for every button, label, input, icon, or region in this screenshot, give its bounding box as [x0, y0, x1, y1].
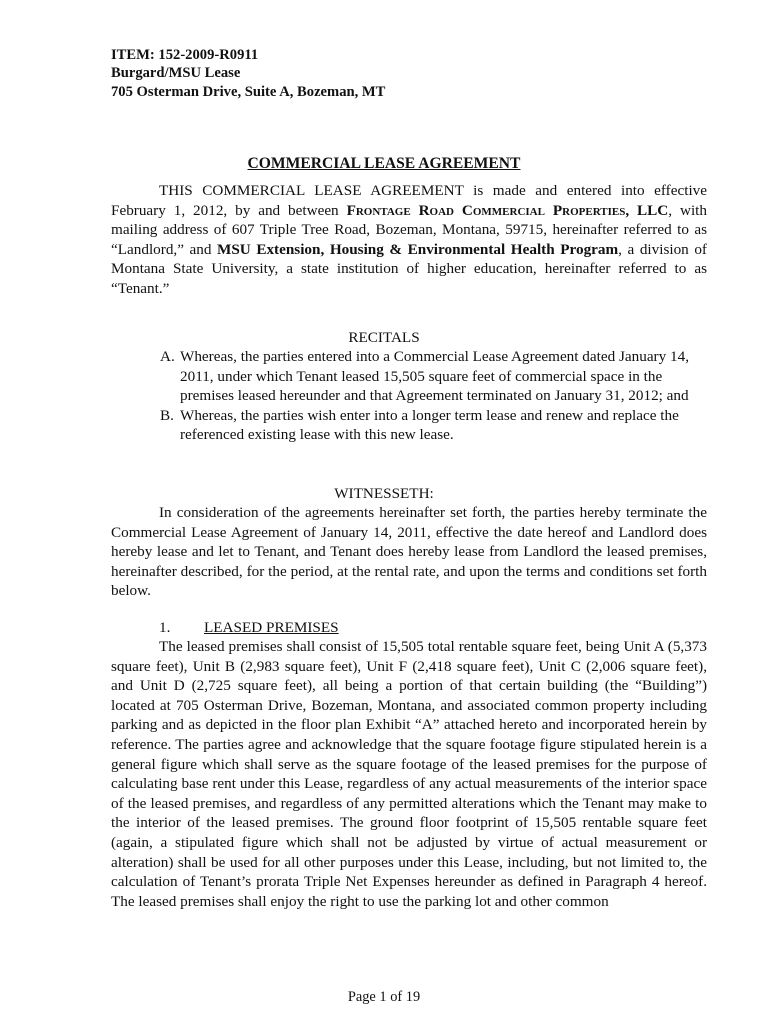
section-text: The leased premises shall consist of 15,505 total rentable square feet, being Unit A (5,373 square feet), Unit B (2,983 square feet), Unit F (2,418 square feet), Unit C (2,006 square feet), and Unit D (2,725 square feet), all being a portion of that certain building (the “Building”) located at 705 Osterman Drive, Bozeman, Montana, and associated common property including parking and as depicted in the floor plan Exhibit “A” attached hereto and incorporated herein by reference. The parties agree and acknowledge that the square footage figure stipulated herein is a general figure which shall serve as the square footage of the leased premises for the purpose of calculating base rent under this Lease, regardless of any actual measurements of the interior space of the leased premises, and regardless of any permitted alterations which the Tenant may make to the interior of the leased premises. The ground floor footprint of 15,505 rentable square feet (again, a stipulated figure which shall not be adjusted by virtue of actual measurement or alteration) shall be used for all other purposes under this Lease, including, but not limited to, the calculation of Tenant’s prorata Triple Net Expenses hereunder as defined in Paragraph 4 hereof. The leased premises shall enjoy the right to use the parking lot and other common [111, 638, 707, 910]
intro-text-2: , with mailing address of 607 Triple Tree Road, Bozeman, Montana, 59715, hereinafter referred to as “Landlord,” and [111, 201, 707, 258]
page-number: Page 1 of 19 [347, 989, 421, 1005]
section-heading [159, 618, 339, 638]
tenant-name: MSU Extension, Housing & Environmental Health Program [217, 240, 619, 258]
intro-text-1: THIS COMMERCIAL LEASE AGREEMENT is made and entered into effective February 1, 2012, by and between [111, 182, 707, 219]
witnesseth-paragraph [111, 503, 707, 601]
section-number: 1. [159, 619, 171, 636]
witnesseth-heading: WITNESSETH: [334, 485, 434, 502]
section-paragraph [111, 637, 707, 911]
recitals-list [160, 347, 708, 445]
document-header [111, 46, 385, 101]
recitals-heading: RECITALS [348, 329, 420, 346]
lease-name: Burgard/MSU Lease [111, 65, 241, 82]
landlord-name: Frontage Road Commercial Properties, LLC [346, 201, 669, 219]
property-address: 705 Osterman Drive, Suite A, Bozeman, MT [111, 83, 386, 100]
item-number: ITEM: 152-2009-R0911 [111, 47, 259, 63]
list-item-label: A. [160, 348, 175, 365]
list-item [160, 347, 708, 406]
intro-text-3: , a division of Montana State University, a state institution of higher education, hereinafter referred to as “Tenant.” [111, 240, 707, 297]
intro-paragraph [111, 181, 707, 299]
list-item-label: B. [160, 406, 174, 424]
list-item-text: Whereas, the parties entered into a Commercial Lease Agreement dated January 14, 2011, under which Tenant leased 15,505 square feet of commercial space in the premises leased hereunder and that Agreement terminated on January 31, 2012; and [180, 348, 689, 405]
list-item-text: Whereas, the parties wish enter into a longer term lease and renew and replace the referenced existing lease with this new lease. [180, 406, 679, 444]
list-item [160, 406, 708, 445]
witnesseth-text: In consideration of the agreements hereinafter set forth, the parties hereby terminate the Commercial Lease Agreement of January 14, 2011, effective the date hereof and Landlord does hereby lease and let to Tenant, and Tenant does hereby lease from Landlord the leased premises, hereinafter described, for the period, at the rental rate, and upon the terms and conditions set forth below. [111, 504, 707, 600]
section-title: LEASED PREMISES [204, 619, 339, 636]
document-title: COMMERCIAL LEASE AGREEMENT [247, 155, 521, 172]
